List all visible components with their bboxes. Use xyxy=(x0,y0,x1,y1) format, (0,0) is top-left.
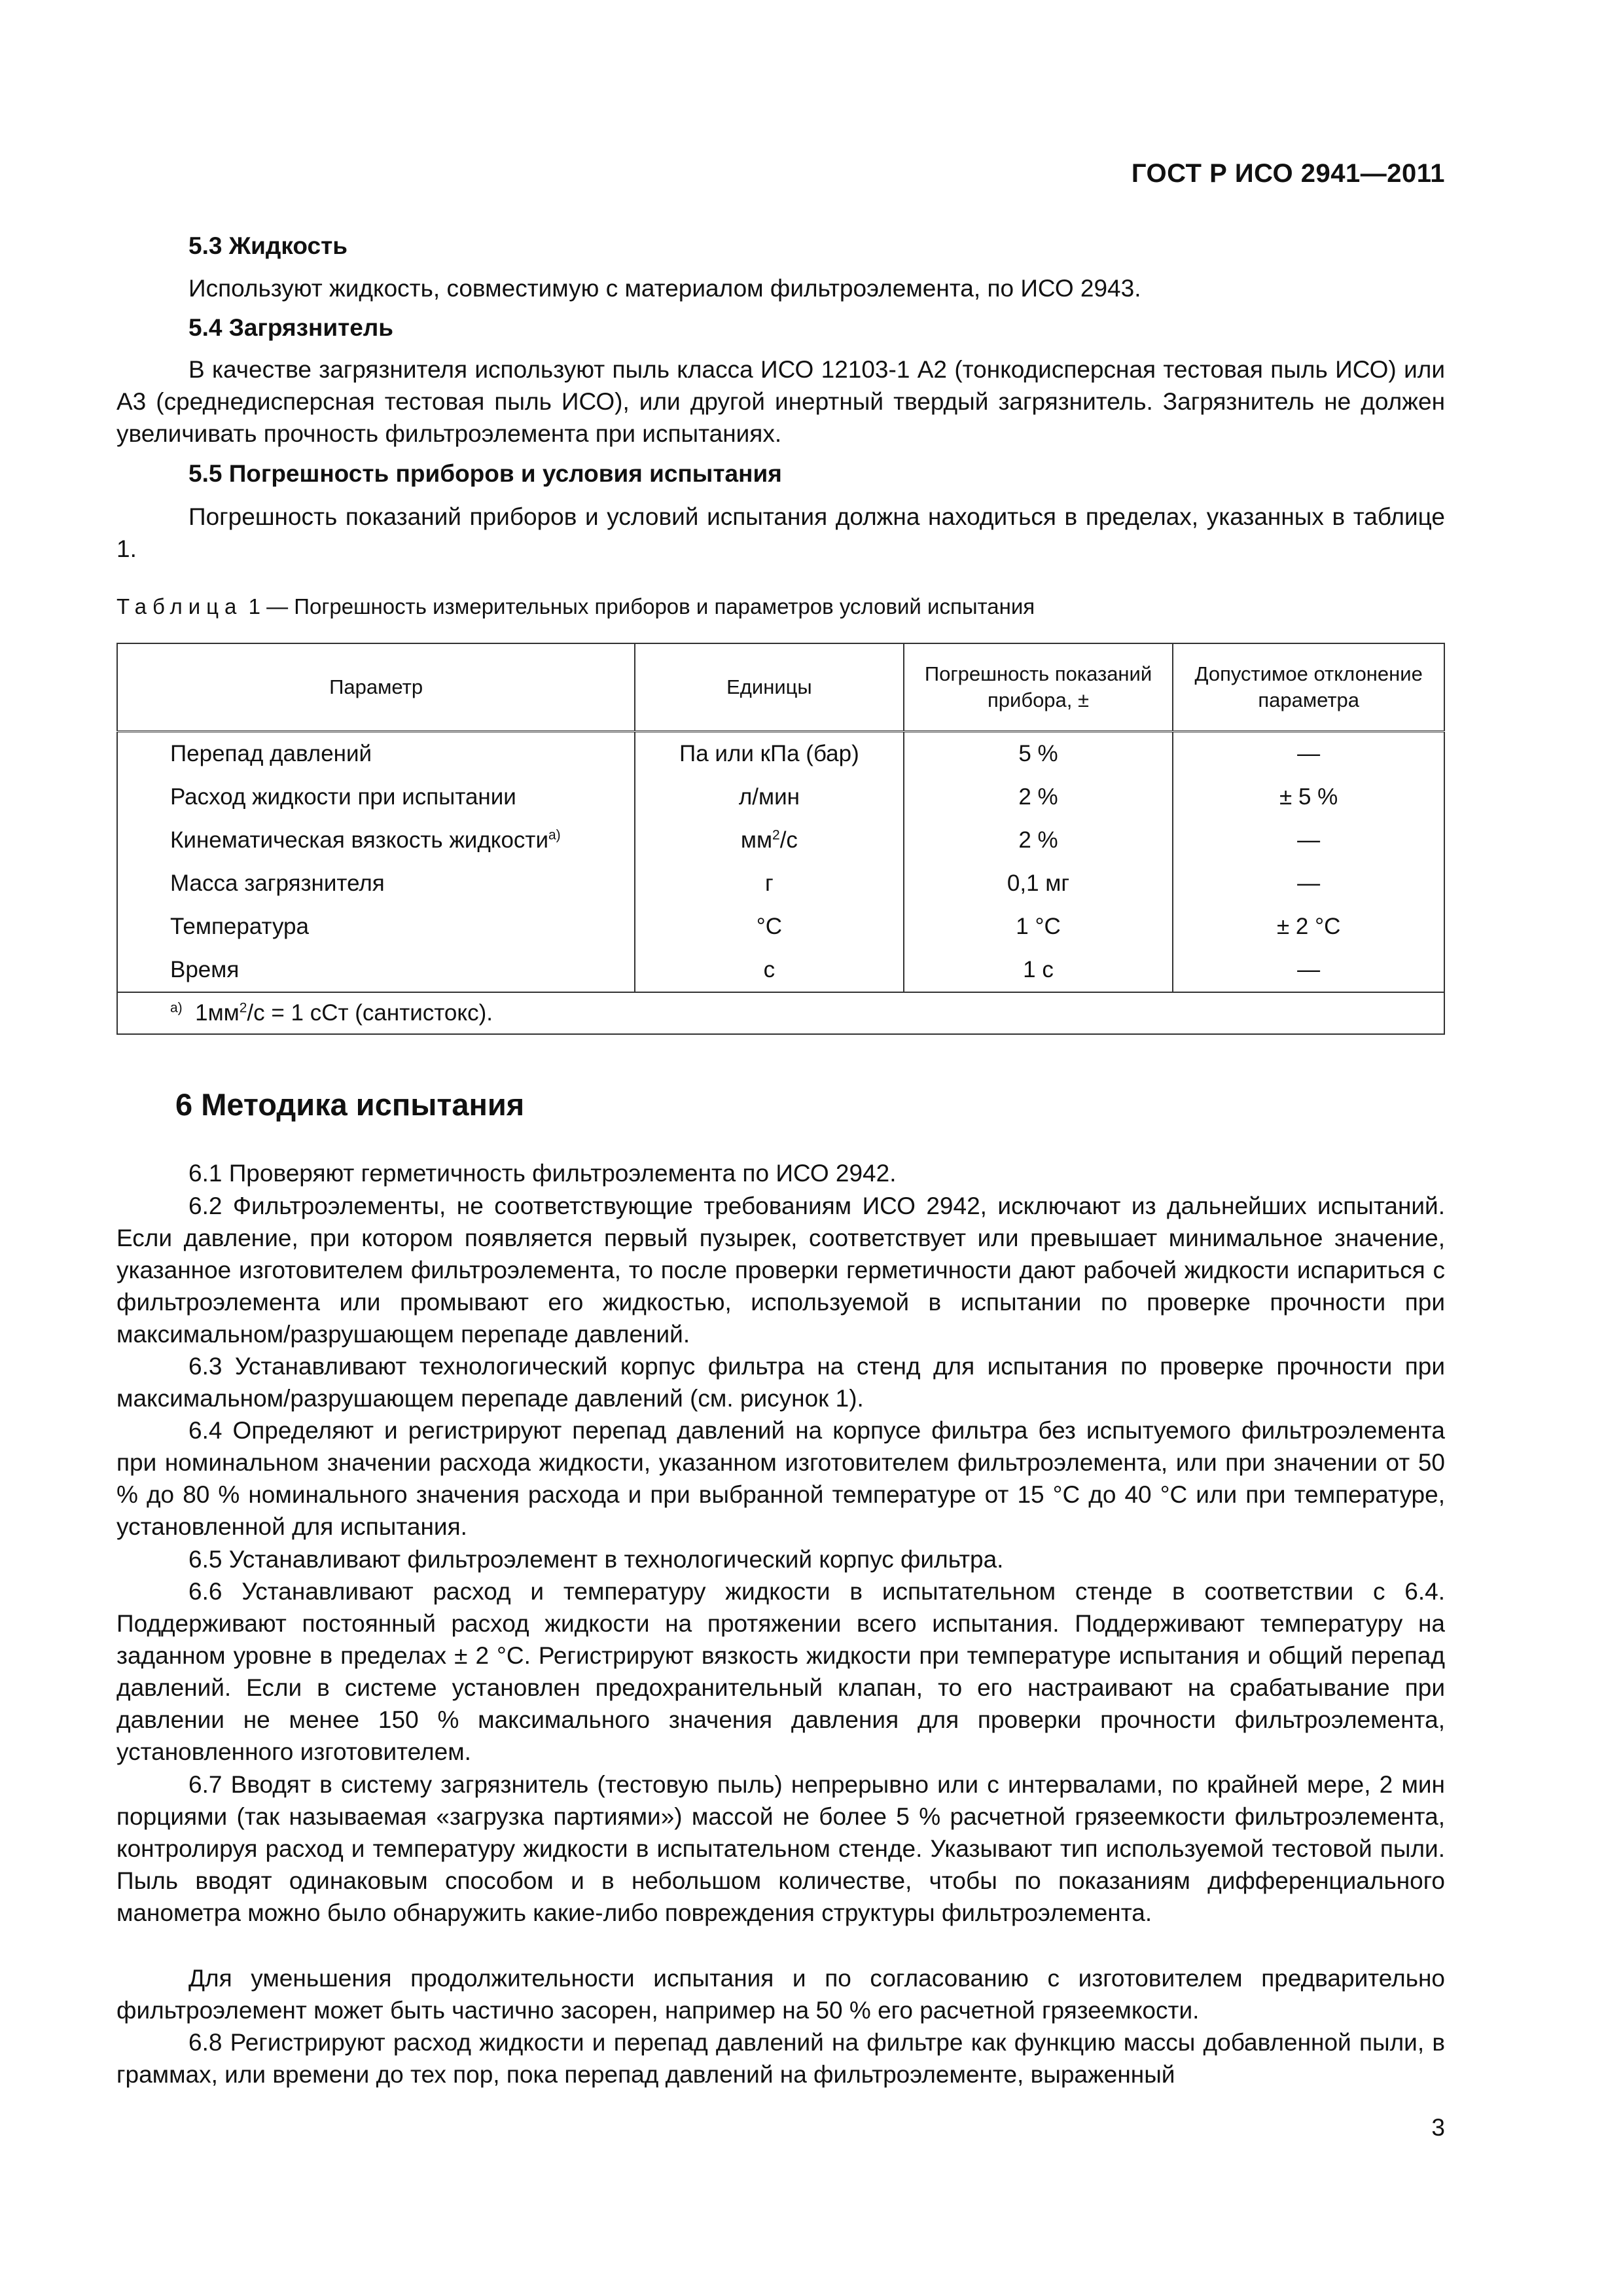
table-cell xyxy=(117,819,635,862)
table-cell: — xyxy=(1173,862,1444,905)
table-row xyxy=(117,819,1444,862)
paragraph-6-8: 6.8 Регистрируют расход жидкости и перепад давлений на фильтре как функцию массы добавленной пыли, в граммах, или времени до тех пор, пока перепад давлений на фильтроэлементе, выраженный xyxy=(116,2029,1445,2088)
paragraph-6-5: 6.5 Устанавливают фильтроэлемент в технологический корпус фильтра. xyxy=(188,1546,1004,1573)
table-caption-text: 1 — Погрешность измерительных приборов и параметров условий испытания xyxy=(248,594,1035,619)
paragraph-6-4: 6.4 Определяют и регистрируют перепад давлений на корпусе фильтра без испытуемого фильтроэлемента при номинальном значении расхода жидкости, указанном изготовителем фильтроэлемента, или при значении от 50 % до 80 % номинального значения расхода и при выбранной температуре от 15 °С до 40 °С или при температуре, установленной для испытания. xyxy=(116,1417,1445,1540)
document-code-header: ГОСТ Р ИСО 2941—2011 xyxy=(1131,159,1445,188)
footnote-ref: a) xyxy=(548,827,561,843)
paragraph-6-2: 6.2 Фильтроэлементы, не соответствующие требованиям ИСО 2942, исключают из дальнейших испытаний. Если давление, при котором появляется первый пузырек, соответствует или превышает минимальное значение, указанное изготовителем фильтроэлемента, то после проверки герметичности дают рабочей жидкости испариться с фильтроэлемента или промывают его жидкостью, используемой в испытании по проверке прочности при максимальном/разрушающем перепаде давлений. xyxy=(116,1193,1445,1348)
table-cell: Перепад давлений xyxy=(117,732,635,776)
table-cell: — xyxy=(1173,948,1444,992)
table-1 xyxy=(116,643,1445,1035)
section-5-4-text: В качестве загрязнителя используют пыль класса ИСО 12103-1 А2 (тонкодисперсная тестовая пыль ИСО) или А3 (среднедисперсная тестовая пыль ИСО), или другой инертный твердый загрязнитель. Загрязнитель не должен увеличивать прочность фильтроэлемента при испытаниях. xyxy=(116,356,1445,447)
table-cell: Масса загрязнителя xyxy=(117,862,635,905)
footnote-mark: a) xyxy=(170,1000,183,1016)
table-cell xyxy=(635,819,903,862)
page-number: 3 xyxy=(1431,2114,1445,2141)
table-footnote xyxy=(117,992,1444,1034)
table-cell: ± 5 % xyxy=(1173,776,1444,819)
paragraph-6-1: 6.1 Проверяют герметичность фильтроэлемента по ИСО 2942. xyxy=(188,1160,897,1187)
table-cell: 1 с xyxy=(904,948,1173,992)
table-row xyxy=(117,732,1444,776)
table-header-cell: Погрешность показаний прибора, ± xyxy=(904,643,1173,732)
section-5-4-title: 5.4 Загрязнитель xyxy=(188,314,394,341)
table-cell-text: мм xyxy=(740,827,773,853)
table-row xyxy=(117,776,1444,819)
paragraph-6-7-note: Для уменьшения продолжительности испытания и по согласованию с изготовителем предварительно фильтроэлемент может быть частично засорен, например на 50 % его расчетной грязеемкости. xyxy=(116,1965,1445,2024)
table-cell-text: Кинематическая вязкость жидкости xyxy=(170,827,548,853)
paragraph-6-7: 6.7 Вводят в систему загрязнитель (тестовую пыль) непрерывно или с интервалами, по крайней мере, 2 мин порциями (так называемая «загрузка партиями») массой не более 5 % расчетной грязеемкости фильтроэлемента, контролируя расход и температуру жидкости в испытательном стенде. Указывают тип используемой тестовой пыли. Пыль вводят одинаковым способом и в небольшом количестве, чтобы по показаниям дифференциального манометра можно было обнаружить какие-либо повреждения структуры фильтроэлемента. xyxy=(116,1771,1445,1926)
unit-superscript: 2 xyxy=(239,1000,247,1016)
section-5-3-text: Используют жидкость, совместимую с материалом фильтроэлемента, по ИСО 2943. xyxy=(188,275,1141,302)
table-header-cell: Единицы xyxy=(635,643,903,732)
table-cell: Время xyxy=(117,948,635,992)
table-cell-text: /с xyxy=(779,827,798,853)
section-5-3-title: 5.3 Жидкость xyxy=(188,232,348,259)
table-row xyxy=(117,905,1444,948)
table-cell: 0,1 мг xyxy=(904,862,1173,905)
table-cell: 2 % xyxy=(904,819,1173,862)
table-header-cell: Параметр xyxy=(117,643,635,732)
footnote-text: 1мм xyxy=(195,1000,240,1026)
table-header-row xyxy=(117,643,1444,732)
table-cell: ± 2 °С xyxy=(1173,905,1444,948)
table-cell: 1 °С xyxy=(904,905,1173,948)
table-cell: °С xyxy=(635,905,903,948)
footnote-text: /с = 1 сСт (сантистокс). xyxy=(247,1000,493,1026)
paragraph-6-6: 6.6 Устанавливают расход и температуру жидкости в испытательном стенде в соответствии с 6.4. Поддерживают постоянный расход жидкости на протяжении всего испытания. Поддерживают температуру на заданном уровне в пределах ± 2 °С. Регистрируют вязкость жидкости при температуре испытания и общий перепад давлений. Если в системе установлен предохранительный клапан, то его настраивают на срабатывание при давлении не менее 150 % максимального значения давления для проверки прочности фильтроэлемента, установленного изготовителем. xyxy=(116,1578,1445,1765)
table-cell: с xyxy=(635,948,903,992)
section-6-title: 6 Методика испытания xyxy=(175,1087,525,1122)
section-5-5-title: 5.5 Погрешность приборов и условия испытания xyxy=(188,460,782,487)
table-footnote-row xyxy=(117,992,1444,1034)
table-caption-label: Таблица xyxy=(116,594,243,619)
table-cell: — xyxy=(1173,732,1444,776)
table-cell: 2 % xyxy=(904,776,1173,819)
table-cell: г xyxy=(635,862,903,905)
table-caption xyxy=(116,594,1035,619)
unit-superscript: 2 xyxy=(772,827,780,843)
table-cell: — xyxy=(1173,819,1444,862)
table-cell: Температура xyxy=(117,905,635,948)
table-cell: л/мин xyxy=(635,776,903,819)
section-5-5-text: Погрешность показаний приборов и условий испытания должна находиться в пределах, указанных в таблице 1. xyxy=(116,503,1445,562)
table-cell: Расход жидкости при испытании xyxy=(117,776,635,819)
table-cell: 5 % xyxy=(904,732,1173,776)
table-header-cell: Допустимое отклонение параметра xyxy=(1173,643,1444,732)
table-row xyxy=(117,862,1444,905)
table-row xyxy=(117,948,1444,992)
paragraph-6-3: 6.3 Устанавливают технологический корпус фильтра на стенд для испытания по проверке прочности при максимальном/разрушающем перепаде давлений (см. рисунок 1). xyxy=(116,1353,1445,1412)
table-cell: Па или кПа (бар) xyxy=(635,732,903,776)
